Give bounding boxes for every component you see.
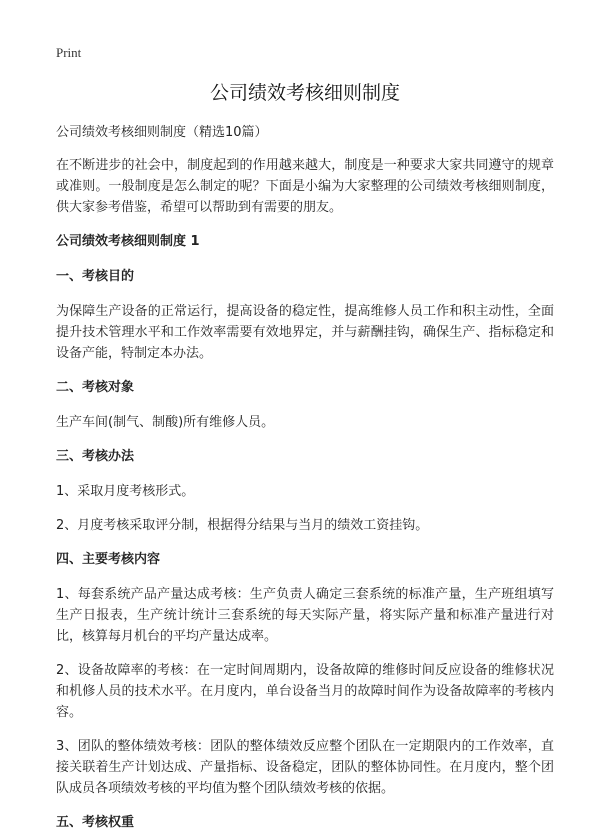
purpose-paragraph: 为保障生产设备的正常运行，提高设备的稳定性，提高维修人员工作和积主动性，全面提升技术管理水平和工作效率需要有效地界定，并与薪酬挂钩，确保生产、指标稳定和设备产能，特制定本办法。 [56, 304, 554, 361]
document-title: 公司绩效考核细则制度 [209, 82, 400, 104]
heading-method: 三、考核办法 [56, 449, 135, 464]
heading-content: 四、主要考核内容 [56, 552, 161, 567]
intro-paragraph: 在不断进步的社会中，制度起到的作用越来越大，制度是一种要求大家共同遵守的规章或准则。一般制度是怎么制定的呢？下面是小编为大家整理的公司绩效考核细则制度，供大家参考借鉴，希望可以帮助到有需要的朋友。 [56, 158, 554, 215]
method-item-1: 1、采取月度考核形式。 [56, 484, 195, 499]
content-item-2: 2、设备故障率的考核：在一定时间周期内，设备故障的维修时间反应设备的维修状况和机修人员的技术水平。在月度内，单台设备当月的故障时间作为设备故障率的考核内容。 [56, 663, 554, 720]
method-item-2: 2、月度考核采取评分制，根据得分结果与当月的绩效工资挂钩。 [56, 518, 429, 533]
section-title: 公司绩效考核细则制度 1 [56, 234, 200, 249]
target-paragraph: 生产车间(制气、制酸)所有维修人员。 [56, 415, 275, 430]
heading-weight: 五、考核权重 [56, 815, 135, 830]
heading-purpose: 一、考核目的 [56, 269, 135, 284]
content-item-3: 3、团队的整体绩效考核：团队的整体绩效反应整个团队在一定期限内的工作效率，直接关联着生产计划达成、产量指标、设备稳定，团队的整体协同性。在月度内，整个团队成员各项绩效考核的平均值为整个团队绩效考核的依据。 [56, 739, 554, 796]
document-subtitle: 公司绩效考核细则制度（精选10篇） [56, 125, 268, 140]
heading-target: 二、考核对象 [56, 380, 135, 395]
content-item-1: 1、每套系统产品产量达成考核：生产负责人确定三套系统的标准产量，生产班组填写生产日报表，生产统计统计三套系统的每天实际产量，将实际产量和标准产量进行对比，核算每月机台的平均产量达成率。 [56, 587, 554, 644]
print-link[interactable]: Print [56, 45, 82, 60]
